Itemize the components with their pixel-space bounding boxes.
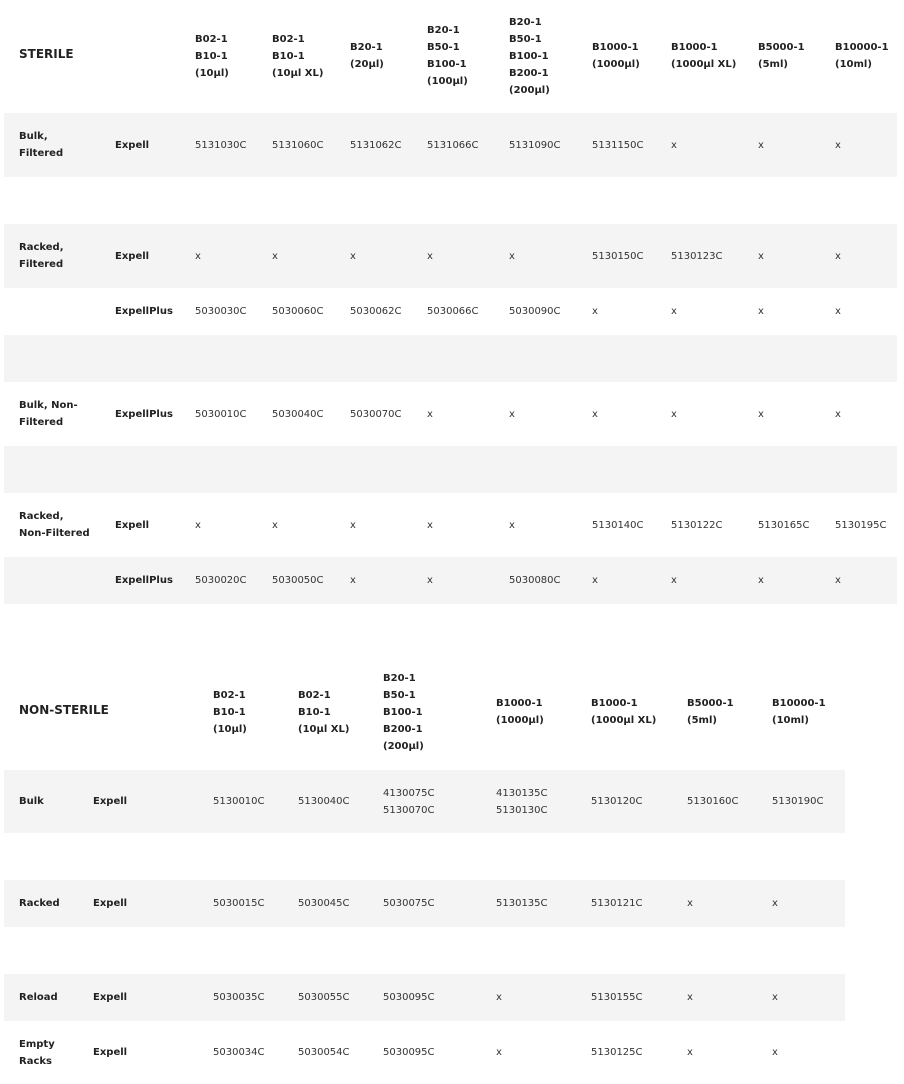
table-cell: 5030030C	[195, 306, 247, 317]
table-cell: 5131090C	[509, 140, 561, 151]
table-cell: 5030015C	[213, 898, 265, 909]
table-cell: x	[772, 992, 778, 1003]
sterile-title: STERILE	[19, 47, 74, 61]
table-cell: 5030034C	[213, 1047, 265, 1058]
row-type: Expell	[93, 898, 128, 909]
table-cell: x	[835, 140, 841, 151]
non-sterile-column-header: B02-1 B10-1 (10µl XL)	[298, 690, 350, 735]
table-cell: 5130010C	[213, 796, 265, 807]
table-cell: 5130120C	[591, 796, 643, 807]
table-cell: 5131060C	[272, 140, 324, 151]
table-cell: 5130125C	[591, 1047, 643, 1058]
row-label: Racked, Filtered	[19, 242, 64, 270]
row-label: Bulk	[19, 796, 44, 807]
table-cell: 5130140C	[592, 520, 644, 531]
table-cell: 5131150C	[592, 140, 644, 151]
table-cell: 5030060C	[272, 306, 324, 317]
table-cell: 5130150C	[592, 251, 644, 262]
sterile-column-header: B02-1 B10-1 (10µl)	[195, 34, 229, 79]
table-cell: x	[758, 306, 764, 317]
table-cell: x	[272, 251, 278, 262]
table-cell: 5130155C	[591, 992, 643, 1003]
row-type: ExpellPlus	[115, 575, 173, 586]
table-cell: x	[758, 575, 764, 586]
sterile-column-header: B02-1 B10-1 (10µl XL)	[272, 34, 324, 79]
table-cell: x	[427, 575, 433, 586]
table-cell: 4130135C 5130130C	[496, 788, 548, 816]
table-cell: x	[835, 251, 841, 262]
table-cell: x	[835, 306, 841, 317]
non-sterile-column-header: B10000-1 (10ml)	[772, 698, 826, 726]
table-cell: 5130122C	[671, 520, 723, 531]
table-cell: x	[427, 409, 433, 420]
table-cell: x	[687, 898, 693, 909]
sterile-column-header: B1000-1 (1000µl XL)	[671, 42, 737, 70]
table-cell: x	[758, 409, 764, 420]
table-cell: x	[835, 409, 841, 420]
table-cell: 5130160C	[687, 796, 739, 807]
table-row-band	[4, 335, 897, 382]
table-cell: 5030095C	[383, 992, 435, 1003]
sterile-column-header: B5000-1 (5ml)	[758, 42, 805, 70]
table-cell: 5030095C	[383, 1047, 435, 1058]
table-cell: 5030035C	[213, 992, 265, 1003]
table-cell: 5130121C	[591, 898, 643, 909]
table-cell: x	[772, 898, 778, 909]
table-cell: 5030090C	[509, 306, 561, 317]
table-cell: 5130040C	[298, 796, 350, 807]
table-cell: 5131066C	[427, 140, 479, 151]
row-label: Bulk, Filtered	[19, 131, 64, 159]
table-cell: x	[687, 992, 693, 1003]
table-cell: x	[509, 409, 515, 420]
table-cell: 5130165C	[758, 520, 810, 531]
table-cell: x	[671, 575, 677, 586]
row-label: Bulk, Non- Filtered	[19, 400, 78, 428]
row-label: Empty Racks	[19, 1039, 55, 1067]
table-cell: x	[758, 251, 764, 262]
table-cell: x	[671, 306, 677, 317]
row-label: Racked, Non-Filtered	[19, 511, 90, 539]
non-sterile-column-header: B20-1 B50-1 B100-1 B200-1 (200µl)	[383, 673, 424, 752]
table-row-band	[4, 446, 897, 493]
table-cell: 5030066C	[427, 306, 479, 317]
row-type: Expell	[93, 992, 128, 1003]
table-cell: x	[509, 520, 515, 531]
table-cell: x	[592, 306, 598, 317]
table-cell: 5130190C	[772, 796, 824, 807]
table-cell: x	[758, 140, 764, 151]
row-type: Expell	[115, 520, 150, 531]
table-cell: 5130135C	[496, 898, 548, 909]
table-cell: 5130195C	[835, 520, 887, 531]
sterile-column-header: B10000-1 (10ml)	[835, 42, 889, 70]
table-cell: 5030040C	[272, 409, 324, 420]
non-sterile-column-header: B1000-1 (1000µl XL)	[591, 698, 657, 726]
row-label: Reload	[19, 992, 58, 1003]
row-type: Expell	[93, 796, 128, 807]
table-cell: x	[350, 520, 356, 531]
table-cell: 5030055C	[298, 992, 350, 1003]
table-cell: 5030045C	[298, 898, 350, 909]
table-cell: x	[195, 520, 201, 531]
sterile-column-header: B20-1 (20µl)	[350, 42, 384, 70]
table-cell: x	[592, 575, 598, 586]
row-type: ExpellPlus	[115, 306, 173, 317]
table-cell: x	[509, 251, 515, 262]
table-cell: x	[496, 1047, 502, 1058]
table-cell: x	[350, 575, 356, 586]
table-cell: x	[496, 992, 502, 1003]
table-cell: 5030062C	[350, 306, 402, 317]
table-cell: 5030054C	[298, 1047, 350, 1058]
table-cell: 5030080C	[509, 575, 561, 586]
non-sterile-title: NON-STERILE	[19, 703, 109, 717]
table-cell: 5131030C	[195, 140, 247, 151]
row-type: Expell	[115, 140, 150, 151]
table-cell: x	[772, 1047, 778, 1058]
row-type: Expell	[115, 251, 150, 262]
row-label: Racked	[19, 898, 60, 909]
table-cell: x	[195, 251, 201, 262]
table-cell: 5030075C	[383, 898, 435, 909]
row-type: ExpellPlus	[115, 409, 173, 420]
table-cell: x	[687, 1047, 693, 1058]
table-cell: 5030050C	[272, 575, 324, 586]
non-sterile-column-header: B5000-1 (5ml)	[687, 698, 734, 726]
sterile-column-header: B20-1 B50-1 B100-1 B200-1 (200µl)	[509, 17, 550, 96]
table-cell: x	[835, 575, 841, 586]
table-cell: x	[592, 409, 598, 420]
non-sterile-column-header: B02-1 B10-1 (10µl)	[213, 690, 247, 735]
table-cell: x	[671, 140, 677, 151]
row-type: Expell	[93, 1047, 128, 1058]
sterile-column-header: B1000-1 (1000µl)	[592, 42, 640, 70]
table-cell: 5130123C	[671, 251, 723, 262]
table-cell: x	[427, 251, 433, 262]
table-cell: x	[272, 520, 278, 531]
table-cell: x	[427, 520, 433, 531]
table-cell: 5030020C	[195, 575, 247, 586]
table-cell: 5030010C	[195, 409, 247, 420]
table-cell: x	[671, 409, 677, 420]
non-sterile-column-header: B1000-1 (1000µl)	[496, 698, 544, 726]
sterile-column-header: B20-1 B50-1 B100-1 (100µl)	[427, 25, 468, 87]
table-cell: 5131062C	[350, 140, 402, 151]
table-cell: x	[350, 251, 356, 262]
table-cell: 5030070C	[350, 409, 402, 420]
table-cell: 4130075C 5130070C	[383, 788, 435, 816]
